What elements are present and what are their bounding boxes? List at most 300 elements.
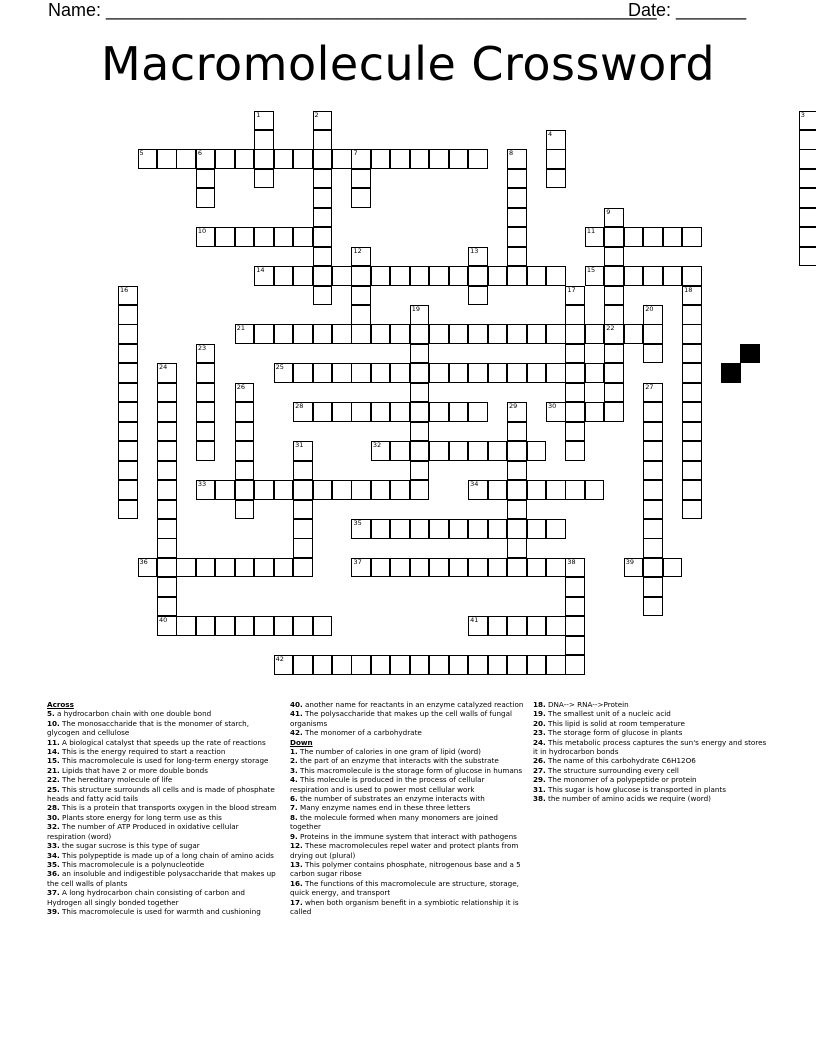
grid-cell[interactable]	[507, 266, 527, 286]
grid-cell[interactable]	[799, 188, 816, 208]
grid-cell[interactable]	[293, 324, 313, 344]
grid-cell[interactable]	[176, 616, 196, 636]
grid-cell[interactable]	[429, 324, 449, 344]
grid-cell[interactable]	[488, 441, 508, 461]
grid-cell[interactable]	[565, 363, 585, 383]
grid-cell[interactable]	[332, 149, 352, 169]
grid-cell[interactable]	[663, 266, 683, 286]
grid-cell[interactable]	[429, 149, 449, 169]
grid-cell[interactable]	[235, 500, 255, 520]
grid-cell[interactable]	[235, 227, 255, 247]
grid-cell[interactable]	[410, 422, 430, 442]
grid-cell[interactable]	[643, 305, 663, 325]
grid-cell[interactable]	[196, 188, 216, 208]
grid-cell[interactable]	[235, 558, 255, 578]
grid-cell[interactable]	[604, 383, 624, 403]
grid-cell[interactable]	[565, 616, 585, 636]
grid-cell[interactable]	[293, 519, 313, 539]
grid-cell[interactable]	[332, 655, 352, 675]
grid-cell[interactable]	[468, 324, 488, 344]
grid-cell[interactable]	[565, 577, 585, 597]
grid-cell[interactable]	[215, 227, 235, 247]
grid-cell[interactable]	[196, 441, 216, 461]
grid-cell[interactable]	[546, 149, 566, 169]
grid-cell[interactable]	[682, 344, 702, 364]
grid-cell[interactable]	[546, 402, 566, 422]
grid-cell[interactable]	[118, 324, 138, 344]
grid-cell[interactable]	[196, 344, 216, 364]
grid-cell[interactable]	[604, 305, 624, 325]
grid-cell[interactable]	[527, 558, 547, 578]
grid-cell[interactable]	[118, 363, 138, 383]
grid-cell[interactable]	[429, 363, 449, 383]
grid-cell[interactable]	[410, 402, 430, 422]
grid-cell[interactable]	[643, 500, 663, 520]
grid-cell[interactable]	[254, 169, 274, 189]
grid-cell[interactable]	[390, 266, 410, 286]
grid-cell[interactable]	[682, 286, 702, 306]
grid-cell[interactable]	[118, 286, 138, 306]
grid-cell[interactable]	[429, 402, 449, 422]
grid-cell[interactable]	[643, 383, 663, 403]
grid-cell[interactable]	[254, 558, 274, 578]
grid-cell[interactable]	[604, 227, 624, 247]
grid-cell[interactable]	[254, 616, 274, 636]
name-field[interactable]: Name: _______________________________________________________	[48, 0, 657, 20]
grid-cell[interactable]	[390, 480, 410, 500]
grid-cell[interactable]	[274, 363, 294, 383]
grid-cell[interactable]	[351, 363, 371, 383]
grid-cell[interactable]	[157, 577, 177, 597]
grid-cell[interactable]	[682, 266, 702, 286]
grid-cell[interactable]	[371, 655, 391, 675]
grid-cell[interactable]	[799, 208, 816, 228]
grid-cell[interactable]	[449, 519, 469, 539]
grid-cell[interactable]	[235, 480, 255, 500]
grid-cell[interactable]	[390, 441, 410, 461]
grid-cell[interactable]	[196, 616, 216, 636]
grid-cell[interactable]	[507, 169, 527, 189]
grid-cell[interactable]	[196, 169, 216, 189]
grid-cell[interactable]	[410, 149, 430, 169]
grid-cell[interactable]	[293, 461, 313, 481]
grid-cell[interactable]	[468, 247, 488, 267]
grid-cell[interactable]	[293, 480, 313, 500]
grid-cell[interactable]	[157, 461, 177, 481]
grid-cell[interactable]	[176, 558, 196, 578]
grid-cell[interactable]	[332, 266, 352, 286]
grid-cell[interactable]	[138, 558, 158, 578]
grid-cell[interactable]	[351, 558, 371, 578]
grid-cell[interactable]	[507, 480, 527, 500]
grid-cell[interactable]	[235, 422, 255, 442]
grid-cell[interactable]	[643, 324, 663, 344]
grid-cell[interactable]	[488, 480, 508, 500]
grid-cell[interactable]	[585, 402, 605, 422]
grid-cell[interactable]	[546, 266, 566, 286]
grid-cell[interactable]	[643, 344, 663, 364]
grid-cell[interactable]	[429, 558, 449, 578]
grid-cell[interactable]	[527, 441, 547, 461]
grid-cell[interactable]	[604, 402, 624, 422]
grid-cell[interactable]	[507, 558, 527, 578]
grid-cell[interactable]	[527, 363, 547, 383]
grid-cell[interactable]	[565, 422, 585, 442]
grid-cell[interactable]	[371, 519, 391, 539]
grid-cell[interactable]	[604, 266, 624, 286]
grid-cell[interactable]	[371, 402, 391, 422]
grid-cell[interactable]	[215, 480, 235, 500]
grid-cell[interactable]	[313, 363, 333, 383]
grid-cell[interactable]	[196, 383, 216, 403]
grid-cell[interactable]	[254, 324, 274, 344]
grid-cell[interactable]	[604, 344, 624, 364]
grid-cell[interactable]	[799, 130, 816, 150]
grid-cell[interactable]	[332, 402, 352, 422]
grid-cell[interactable]	[371, 480, 391, 500]
grid-cell[interactable]	[527, 480, 547, 500]
grid-cell[interactable]	[565, 558, 585, 578]
grid-cell[interactable]	[410, 266, 430, 286]
grid-cell[interactable]	[157, 519, 177, 539]
grid-cell[interactable]	[565, 383, 585, 403]
date-field[interactable]: Date: _______	[628, 0, 747, 20]
grid-cell[interactable]	[390, 655, 410, 675]
grid-cell[interactable]	[546, 558, 566, 578]
grid-cell[interactable]	[468, 149, 488, 169]
grid-cell[interactable]	[157, 500, 177, 520]
grid-cell[interactable]	[468, 655, 488, 675]
grid-cell[interactable]	[682, 402, 702, 422]
grid-cell[interactable]	[332, 324, 352, 344]
grid-cell[interactable]	[682, 305, 702, 325]
grid-cell[interactable]	[157, 402, 177, 422]
grid-cell[interactable]	[118, 422, 138, 442]
grid-cell[interactable]	[351, 188, 371, 208]
grid-cell[interactable]	[468, 363, 488, 383]
grid-cell[interactable]	[546, 363, 566, 383]
grid-cell[interactable]	[682, 324, 702, 344]
grid-cell[interactable]	[410, 363, 430, 383]
grid-cell[interactable]	[313, 247, 333, 267]
grid-cell[interactable]	[468, 266, 488, 286]
grid-cell[interactable]	[488, 324, 508, 344]
grid-cell[interactable]	[468, 558, 488, 578]
grid-cell[interactable]	[682, 441, 702, 461]
grid-cell[interactable]	[565, 324, 585, 344]
grid-cell[interactable]	[565, 480, 585, 500]
grid-cell[interactable]	[118, 441, 138, 461]
grid-cell[interactable]	[313, 227, 333, 247]
grid-cell[interactable]	[118, 402, 138, 422]
grid-cell[interactable]	[157, 616, 177, 636]
grid-cell[interactable]	[293, 227, 313, 247]
grid-cell[interactable]	[351, 266, 371, 286]
grid-cell[interactable]	[293, 500, 313, 520]
grid-cell[interactable]	[507, 324, 527, 344]
grid-cell[interactable]	[313, 655, 333, 675]
grid-cell[interactable]	[390, 363, 410, 383]
grid-cell[interactable]	[449, 655, 469, 675]
grid-cell[interactable]	[682, 461, 702, 481]
grid-cell[interactable]	[313, 149, 333, 169]
grid-cell[interactable]	[507, 363, 527, 383]
grid-cell[interactable]	[429, 519, 449, 539]
grid-cell[interactable]	[429, 266, 449, 286]
grid-cell[interactable]	[604, 324, 624, 344]
grid-cell[interactable]	[488, 616, 508, 636]
grid-cell[interactable]	[215, 558, 235, 578]
grid-cell[interactable]	[507, 500, 527, 520]
grid-cell[interactable]	[507, 247, 527, 267]
grid-cell[interactable]	[118, 461, 138, 481]
grid-cell[interactable]	[293, 558, 313, 578]
grid-cell[interactable]	[313, 130, 333, 150]
grid-cell[interactable]	[799, 247, 816, 267]
grid-cell[interactable]	[546, 480, 566, 500]
grid-cell[interactable]	[585, 480, 605, 500]
grid-cell[interactable]	[235, 324, 255, 344]
grid-cell[interactable]	[118, 500, 138, 520]
grid-cell[interactable]	[293, 149, 313, 169]
grid-cell[interactable]	[507, 461, 527, 481]
grid-cell[interactable]	[565, 402, 585, 422]
grid-cell[interactable]	[274, 324, 294, 344]
grid-cell[interactable]	[371, 441, 391, 461]
grid-cell[interactable]	[410, 519, 430, 539]
grid-cell[interactable]	[527, 616, 547, 636]
grid-cell[interactable]	[254, 149, 274, 169]
grid-cell[interactable]	[157, 363, 177, 383]
grid-cell[interactable]	[157, 480, 177, 500]
grid-cell[interactable]	[196, 402, 216, 422]
grid-cell[interactable]	[585, 266, 605, 286]
grid-cell[interactable]	[449, 324, 469, 344]
grid-cell[interactable]	[274, 655, 294, 675]
grid-cell[interactable]	[351, 247, 371, 267]
grid-cell[interactable]	[604, 208, 624, 228]
grid-cell[interactable]	[390, 519, 410, 539]
grid-cell[interactable]	[604, 247, 624, 267]
grid-cell[interactable]	[527, 324, 547, 344]
grid-cell[interactable]	[215, 149, 235, 169]
grid-cell[interactable]	[682, 227, 702, 247]
grid-cell[interactable]	[235, 461, 255, 481]
grid-cell[interactable]	[254, 130, 274, 150]
grid-cell[interactable]	[118, 305, 138, 325]
grid-cell[interactable]	[254, 111, 274, 131]
grid-cell[interactable]	[507, 402, 527, 422]
grid-cell[interactable]	[332, 363, 352, 383]
grid-cell[interactable]	[351, 305, 371, 325]
grid-cell[interactable]	[410, 344, 430, 364]
grid-cell[interactable]	[449, 441, 469, 461]
grid-cell[interactable]	[468, 616, 488, 636]
grid-cell[interactable]	[235, 402, 255, 422]
grid-cell[interactable]	[468, 441, 488, 461]
grid-cell[interactable]	[643, 577, 663, 597]
grid-cell[interactable]	[507, 538, 527, 558]
grid-cell[interactable]	[118, 480, 138, 500]
grid-cell[interactable]	[799, 227, 816, 247]
grid-cell[interactable]	[507, 227, 527, 247]
grid-cell[interactable]	[468, 286, 488, 306]
grid-cell[interactable]	[643, 227, 663, 247]
grid-cell[interactable]	[293, 538, 313, 558]
grid-cell[interactable]	[624, 558, 644, 578]
grid-cell[interactable]	[274, 227, 294, 247]
grid-cell[interactable]	[507, 208, 527, 228]
grid-cell[interactable]	[390, 324, 410, 344]
grid-cell[interactable]	[663, 558, 683, 578]
grid-cell[interactable]	[138, 149, 158, 169]
grid-cell[interactable]	[682, 422, 702, 442]
grid-cell[interactable]	[546, 519, 566, 539]
grid-cell[interactable]	[274, 616, 294, 636]
grid-cell[interactable]	[313, 188, 333, 208]
grid-cell[interactable]	[371, 363, 391, 383]
grid-cell[interactable]	[274, 558, 294, 578]
grid-cell[interactable]	[507, 149, 527, 169]
grid-cell[interactable]	[624, 324, 644, 344]
grid-cell[interactable]	[488, 363, 508, 383]
grid-cell[interactable]	[429, 441, 449, 461]
grid-cell[interactable]	[410, 305, 430, 325]
grid-cell[interactable]	[585, 363, 605, 383]
grid-cell[interactable]	[507, 441, 527, 461]
grid-cell[interactable]	[799, 149, 816, 169]
grid-cell[interactable]	[507, 519, 527, 539]
grid-cell[interactable]	[468, 480, 488, 500]
grid-cell[interactable]	[313, 266, 333, 286]
grid-cell[interactable]	[410, 383, 430, 403]
grid-cell[interactable]	[390, 149, 410, 169]
grid-cell[interactable]	[565, 344, 585, 364]
grid-cell[interactable]	[118, 344, 138, 364]
grid-cell[interactable]	[643, 266, 663, 286]
grid-cell[interactable]	[196, 480, 216, 500]
grid-cell[interactable]	[449, 402, 469, 422]
grid-cell[interactable]	[546, 130, 566, 150]
grid-cell[interactable]	[643, 519, 663, 539]
grid-cell[interactable]	[293, 266, 313, 286]
grid-cell[interactable]	[604, 363, 624, 383]
grid-cell[interactable]	[351, 324, 371, 344]
grid-cell[interactable]	[682, 500, 702, 520]
grid-cell[interactable]	[468, 402, 488, 422]
grid-cell[interactable]	[235, 616, 255, 636]
grid-cell[interactable]	[643, 402, 663, 422]
grid-cell[interactable]	[507, 616, 527, 636]
grid-cell[interactable]	[157, 597, 177, 617]
grid-cell[interactable]	[293, 655, 313, 675]
grid-cell[interactable]	[527, 519, 547, 539]
grid-cell[interactable]	[157, 558, 177, 578]
grid-cell[interactable]	[565, 597, 585, 617]
grid-cell[interactable]	[410, 558, 430, 578]
grid-cell[interactable]	[410, 480, 430, 500]
grid-cell[interactable]	[585, 227, 605, 247]
grid-cell[interactable]	[351, 519, 371, 539]
grid-cell[interactable]	[196, 363, 216, 383]
grid-cell[interactable]	[293, 363, 313, 383]
grid-cell[interactable]	[313, 402, 333, 422]
grid-cell[interactable]	[176, 149, 196, 169]
grid-cell[interactable]	[118, 383, 138, 403]
grid-cell[interactable]	[429, 655, 449, 675]
grid-cell[interactable]	[546, 616, 566, 636]
grid-cell[interactable]	[371, 149, 391, 169]
grid-cell[interactable]	[313, 480, 333, 500]
grid-cell[interactable]	[351, 655, 371, 675]
grid-cell[interactable]	[254, 227, 274, 247]
grid-cell[interactable]	[663, 227, 683, 247]
grid-cell[interactable]	[546, 324, 566, 344]
grid-cell[interactable]	[313, 111, 333, 131]
grid-cell[interactable]	[643, 441, 663, 461]
grid-cell[interactable]	[293, 616, 313, 636]
grid-cell[interactable]	[196, 227, 216, 247]
grid-cell[interactable]	[235, 383, 255, 403]
grid-cell[interactable]	[507, 655, 527, 675]
grid-cell[interactable]	[488, 558, 508, 578]
grid-cell[interactable]	[235, 441, 255, 461]
grid-cell[interactable]	[565, 305, 585, 325]
grid-cell[interactable]	[254, 266, 274, 286]
grid-cell[interactable]	[546, 169, 566, 189]
grid-cell[interactable]	[371, 324, 391, 344]
grid-cell[interactable]	[410, 655, 430, 675]
grid-cell[interactable]	[274, 266, 294, 286]
grid-cell[interactable]	[410, 441, 430, 461]
grid-cell[interactable]	[643, 597, 663, 617]
grid-cell[interactable]	[643, 461, 663, 481]
grid-cell[interactable]	[313, 324, 333, 344]
grid-cell[interactable]	[351, 480, 371, 500]
grid-cell[interactable]	[682, 383, 702, 403]
grid-cell[interactable]	[682, 363, 702, 383]
grid-cell[interactable]	[157, 383, 177, 403]
grid-cell[interactable]	[157, 441, 177, 461]
grid-cell[interactable]	[643, 422, 663, 442]
grid-cell[interactable]	[390, 558, 410, 578]
grid-cell[interactable]	[313, 616, 333, 636]
grid-cell[interactable]	[410, 461, 430, 481]
grid-cell[interactable]	[254, 480, 274, 500]
grid-cell[interactable]	[313, 286, 333, 306]
grid-cell[interactable]	[604, 286, 624, 306]
grid-cell[interactable]	[293, 402, 313, 422]
grid-cell[interactable]	[157, 149, 177, 169]
grid-cell[interactable]	[449, 363, 469, 383]
grid-cell[interactable]	[410, 324, 430, 344]
grid-cell[interactable]	[546, 655, 566, 675]
grid-cell[interactable]	[274, 149, 294, 169]
grid-cell[interactable]	[274, 480, 294, 500]
grid-cell[interactable]	[313, 208, 333, 228]
grid-cell[interactable]	[449, 266, 469, 286]
grid-cell[interactable]	[449, 558, 469, 578]
grid-cell[interactable]	[643, 480, 663, 500]
grid-cell[interactable]	[157, 538, 177, 558]
grid-cell[interactable]	[799, 111, 816, 131]
grid-cell[interactable]	[390, 402, 410, 422]
grid-cell[interactable]	[585, 324, 605, 344]
grid-cell[interactable]	[332, 480, 352, 500]
grid-cell[interactable]	[488, 519, 508, 539]
grid-cell[interactable]	[313, 169, 333, 189]
grid-cell[interactable]	[682, 480, 702, 500]
